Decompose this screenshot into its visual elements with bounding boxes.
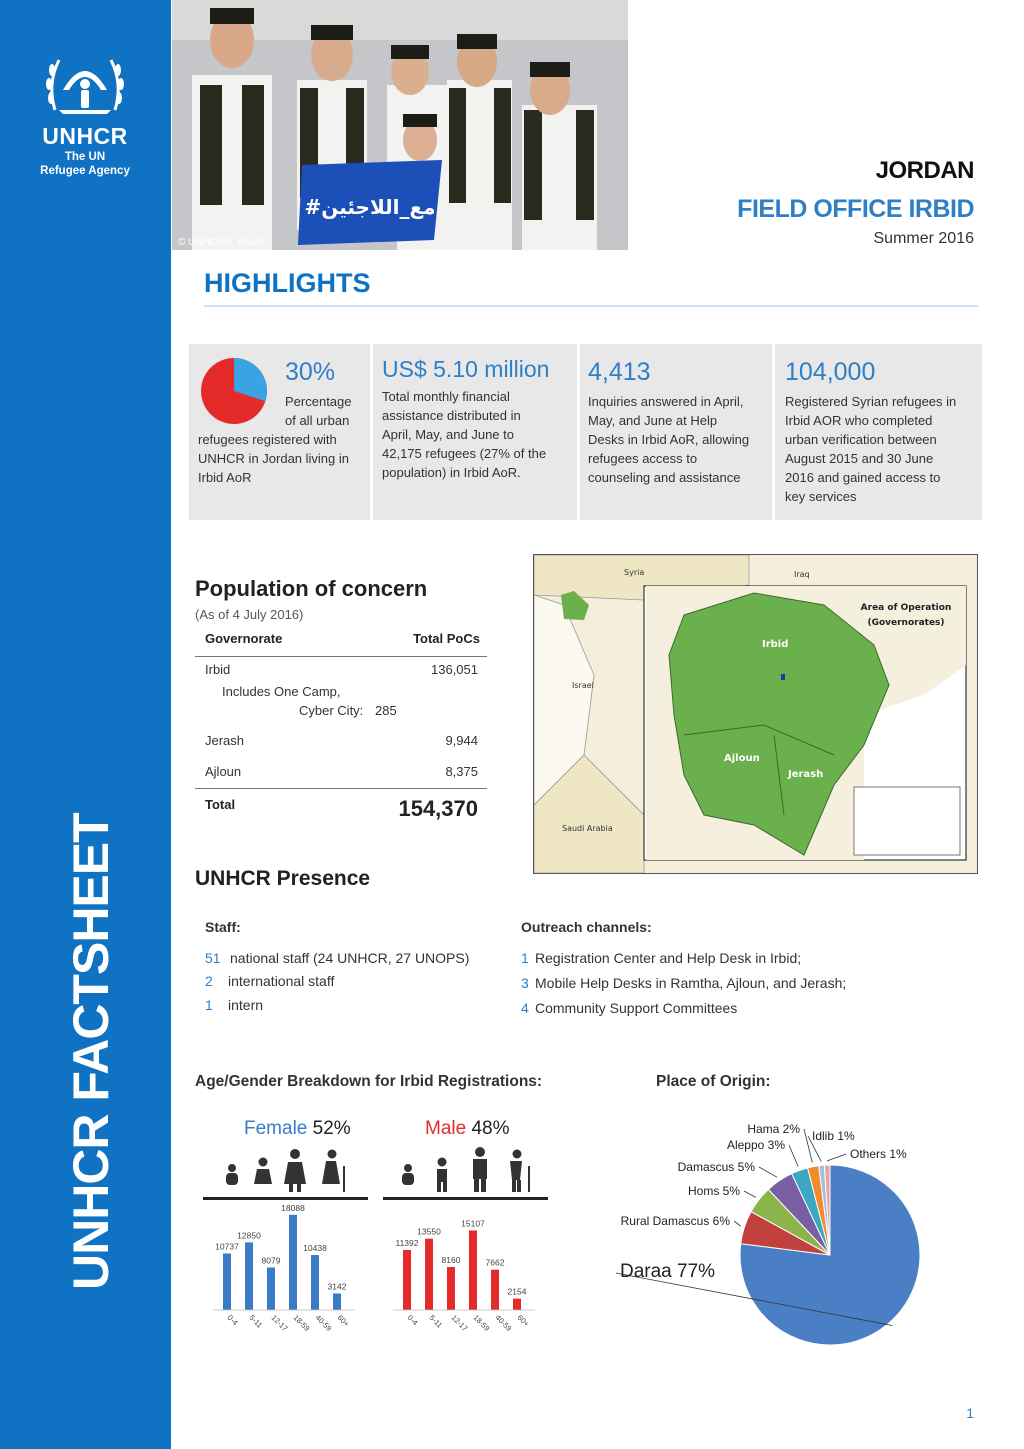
female-bar-label-0: 10737 — [215, 1241, 239, 1252]
male-bar-label-4: 7662 — [485, 1257, 505, 1268]
male-bar-4 — [491, 1270, 499, 1310]
female-bar-label-4: 10438 — [303, 1243, 327, 1254]
map-label-israel: Israel — [572, 681, 594, 690]
highlight-text-3d: refugees access to — [588, 451, 698, 466]
office-title: FIELD OFFICE IRBID — [737, 195, 974, 223]
total-label: Total — [205, 797, 236, 812]
population-as-of: (As of 4 July 2016) — [195, 607, 304, 622]
female-category-2: 12-17 — [269, 1313, 290, 1333]
row-ajloun-value: 8,375 — [445, 764, 478, 779]
highlight-text-1b: of all urban — [285, 413, 350, 428]
logo-subtitle-2: Refugee Agency — [40, 165, 130, 177]
male-bar-2 — [447, 1267, 455, 1310]
male-category-2: 12-17 — [449, 1313, 470, 1333]
staff-num-3: 1 — [205, 997, 213, 1013]
origin-label-1: Rural Damascus 6% — [620, 1214, 730, 1228]
highlight-text-2a: Total monthly financial — [382, 389, 510, 404]
origin-label-7: Others 1% — [850, 1147, 907, 1161]
map-label-iraq: Iraq — [794, 570, 810, 579]
photo-credit: © UNHCR/F. Alsadi — [178, 237, 265, 248]
male-category-5: 60+ — [515, 1313, 531, 1329]
male-bar-0 — [403, 1250, 411, 1310]
staff-num-2: 2 — [205, 973, 213, 989]
female-bar-label-5: 3142 — [327, 1281, 347, 1292]
irbid-note-value: 285 — [375, 703, 397, 718]
staff-text-3: intern — [228, 997, 264, 1013]
highlight-text-4e: 2016 and gained access to — [785, 470, 941, 485]
highlight-text-4a: Registered Syrian refugees in — [785, 394, 957, 409]
sidebar — [0, 0, 171, 1449]
urban-share-pie-icon — [199, 356, 269, 426]
unhcr-emblem-icon — [43, 50, 127, 116]
female-bar-0 — [223, 1253, 231, 1310]
map-legend-title-2: (Governorates) — [867, 618, 945, 628]
female-label: Female — [244, 1118, 308, 1139]
female-category-4: 40-59 — [313, 1313, 334, 1333]
male-baby-icon — [402, 1164, 414, 1185]
male-pct: 48% — [471, 1118, 510, 1139]
outreach-num-2: 3 — [521, 975, 529, 991]
population-title: Population of concern — [195, 576, 428, 601]
male-boy-icon — [437, 1158, 447, 1193]
sign-text: #مع_اللاجئين — [304, 195, 436, 219]
row-jerash-value: 9,944 — [445, 733, 478, 748]
highlight-text-2d: 42,175 refugees (27% of the — [382, 446, 547, 461]
highlight-text-3b: May, and June at Help — [588, 413, 718, 428]
col-total-pocs: Total PoCs — [413, 631, 480, 646]
male-category-0: 0-4 — [405, 1313, 420, 1328]
origin-label-5: Hama 2% — [747, 1122, 800, 1136]
page-number: 1 — [966, 1405, 974, 1421]
highlight-text-4c: urban verification between — [785, 432, 937, 447]
outreach-text-2: Mobile Help Desks in Ramtha, Ajloun, and Jerash; — [535, 975, 847, 991]
factsheet-vertical-title: UNHCR FACTSHEET — [63, 813, 119, 1290]
male-bar-label-2: 8160 — [441, 1255, 461, 1266]
origin-leader-7 — [827, 1154, 846, 1161]
outreach-text-1: Registration Center and Help Desk in Irbid; — [535, 950, 802, 966]
highlight-value-4: 104,000 — [785, 358, 876, 386]
female-baby-icon — [226, 1164, 238, 1185]
female-category-1: 5-11 — [247, 1313, 265, 1330]
female-pct: 52% — [312, 1118, 351, 1139]
origin-leader-3 — [759, 1167, 777, 1177]
male-category-4: 40-59 — [493, 1313, 514, 1333]
origin-label-4: Aleppo 3% — [726, 1138, 785, 1152]
age-gender-title: Age/Gender Breakdown for Irbid Registrations: — [195, 1073, 543, 1090]
highlights-title: HIGHLIGHTS — [204, 268, 371, 298]
origin-leader-4 — [789, 1145, 798, 1167]
male-category-1: 5-11 — [427, 1313, 445, 1330]
male-bar-label-3: 15107 — [461, 1218, 485, 1229]
table-total-rule — [195, 788, 487, 789]
male-elderly-icon — [510, 1150, 530, 1193]
children-photo-illustration — [172, 0, 628, 250]
female-bar-4 — [311, 1255, 319, 1310]
female-category-0: 0-4 — [225, 1313, 240, 1328]
highlight-text-1e: Irbid AoR — [198, 470, 252, 485]
row-ajloun-name: Ajloun — [205, 764, 242, 779]
female-bar-2 — [267, 1267, 275, 1310]
highlight-card-4 — [775, 344, 982, 520]
female-bar-label-2: 8079 — [261, 1255, 281, 1266]
table-header-rule — [195, 656, 487, 657]
female-category-5: 60+ — [335, 1313, 351, 1329]
highlight-value-1: 30% — [285, 358, 336, 386]
total-value: 154,370 — [398, 796, 478, 821]
female-bar-label-1: 12850 — [237, 1230, 261, 1241]
staff-text-1: national staff (24 UNHCR, 27 UNOPS) — [230, 950, 470, 966]
logo-subtitle-1: The UN — [64, 151, 106, 163]
highlight-text-3c: Desks in Irbid AoR, allowing — [588, 432, 750, 447]
season-date: Summer 2016 — [873, 230, 974, 247]
outreach-text-3: Community Support Committees — [535, 1000, 738, 1016]
highlight-text-4f: key services — [785, 489, 857, 504]
male-category-3: 18-59 — [471, 1313, 492, 1333]
male-header — [425, 1118, 510, 1140]
map-region-ajloun: Ajloun — [724, 753, 760, 764]
male-age-chart — [385, 1200, 545, 1340]
staff-text-2: international staff — [228, 973, 335, 989]
origin-label-3: Damascus 5% — [677, 1160, 755, 1174]
highlight-card-1 — [189, 344, 370, 520]
highlight-card-3 — [580, 344, 772, 520]
highlight-text-3a: Inquiries answered in April, — [588, 394, 744, 409]
highlight-text-2b: assistance distributed in — [382, 408, 521, 423]
male-bar-1 — [425, 1239, 433, 1310]
male-bar-3 — [469, 1230, 477, 1310]
outreach-label: Outreach channels: — [521, 919, 652, 935]
logo-brand-text: UNHCR — [42, 123, 128, 149]
highlight-text-1d: UNHCR in Jordan living in — [198, 451, 349, 466]
highlight-text-4d: August 2015 and 30 June — [785, 451, 934, 466]
female-woman-icon — [284, 1149, 306, 1192]
irbid-note-1: Includes One Camp, — [222, 684, 341, 699]
map-region-irbid: Irbid — [762, 639, 789, 650]
outreach-num-3: 4 — [521, 1000, 529, 1016]
female-bar-3 — [289, 1215, 297, 1310]
highlight-value-2: US$ 5.10 million — [382, 356, 550, 382]
origin-leader-1 — [734, 1221, 741, 1226]
row-jerash-name: Jerash — [205, 733, 245, 748]
irbid-note-2: Cyber City: — [299, 703, 364, 718]
female-category-3: 18-59 — [291, 1313, 312, 1333]
origin-label-2: Homs 5% — [687, 1184, 740, 1198]
origin-leader-2 — [744, 1191, 756, 1197]
map-label-saudi: Saudi Arabia — [562, 824, 613, 833]
staff-num-1: 51 — [205, 950, 221, 966]
female-header — [244, 1118, 351, 1140]
unhcr-logo — [30, 50, 140, 178]
staff-label: Staff: — [205, 919, 241, 935]
female-bar-label-3: 18088 — [281, 1202, 305, 1213]
origin-label-6: Idlib 1% — [812, 1129, 855, 1143]
female-bar-1 — [245, 1242, 253, 1310]
row-irbid-value: 136,051 — [431, 662, 478, 677]
female-bar-5 — [333, 1293, 341, 1310]
highlight-text-4b: Irbid AOR who completed — [785, 413, 933, 428]
highlight-value-3: 4,413 — [588, 358, 651, 386]
age-figures-icons — [210, 1142, 560, 1202]
country-title: JORDAN — [875, 157, 974, 184]
col-governorate: Governorate — [205, 631, 283, 646]
cover-photo — [172, 0, 628, 250]
map-region-jerash: Jerash — [788, 769, 824, 780]
highlights-divider — [204, 305, 978, 307]
map-label-syria: Syria — [624, 568, 645, 577]
map-illustration — [534, 555, 977, 873]
male-bar-label-0: 11392 — [395, 1238, 419, 1249]
male-man-icon — [473, 1147, 487, 1192]
row-irbid-name: Irbid — [205, 662, 231, 677]
outreach-num-1: 1 — [521, 950, 529, 966]
origin-label-0: Daraa 77% — [620, 1261, 716, 1282]
female-girl-icon — [254, 1158, 272, 1185]
highlight-text-3e: counseling and assistance — [588, 470, 741, 485]
highlight-text-1a: Percentage — [285, 394, 352, 409]
male-bar-label-5: 2154 — [507, 1286, 527, 1297]
female-age-chart — [205, 1200, 365, 1340]
area-of-operation-map — [533, 554, 978, 874]
place-of-origin-pie — [600, 1115, 930, 1355]
male-label: Male — [425, 1118, 467, 1139]
highlight-card-2 — [373, 344, 577, 520]
highlight-text-2e: population) in Irbid AoR. — [382, 465, 521, 480]
origin-title: Place of Origin: — [656, 1073, 771, 1090]
female-elderly-icon — [322, 1150, 345, 1193]
presence-title: UNHCR Presence — [195, 867, 371, 890]
male-bar-label-1: 13550 — [417, 1226, 441, 1237]
highlight-text-2c: April, May, and June to — [382, 427, 514, 442]
map-legend-title-1: Area of Operation — [860, 603, 952, 613]
male-bar-5 — [513, 1299, 521, 1310]
highlight-text-1c: refugees registered with — [198, 432, 337, 447]
